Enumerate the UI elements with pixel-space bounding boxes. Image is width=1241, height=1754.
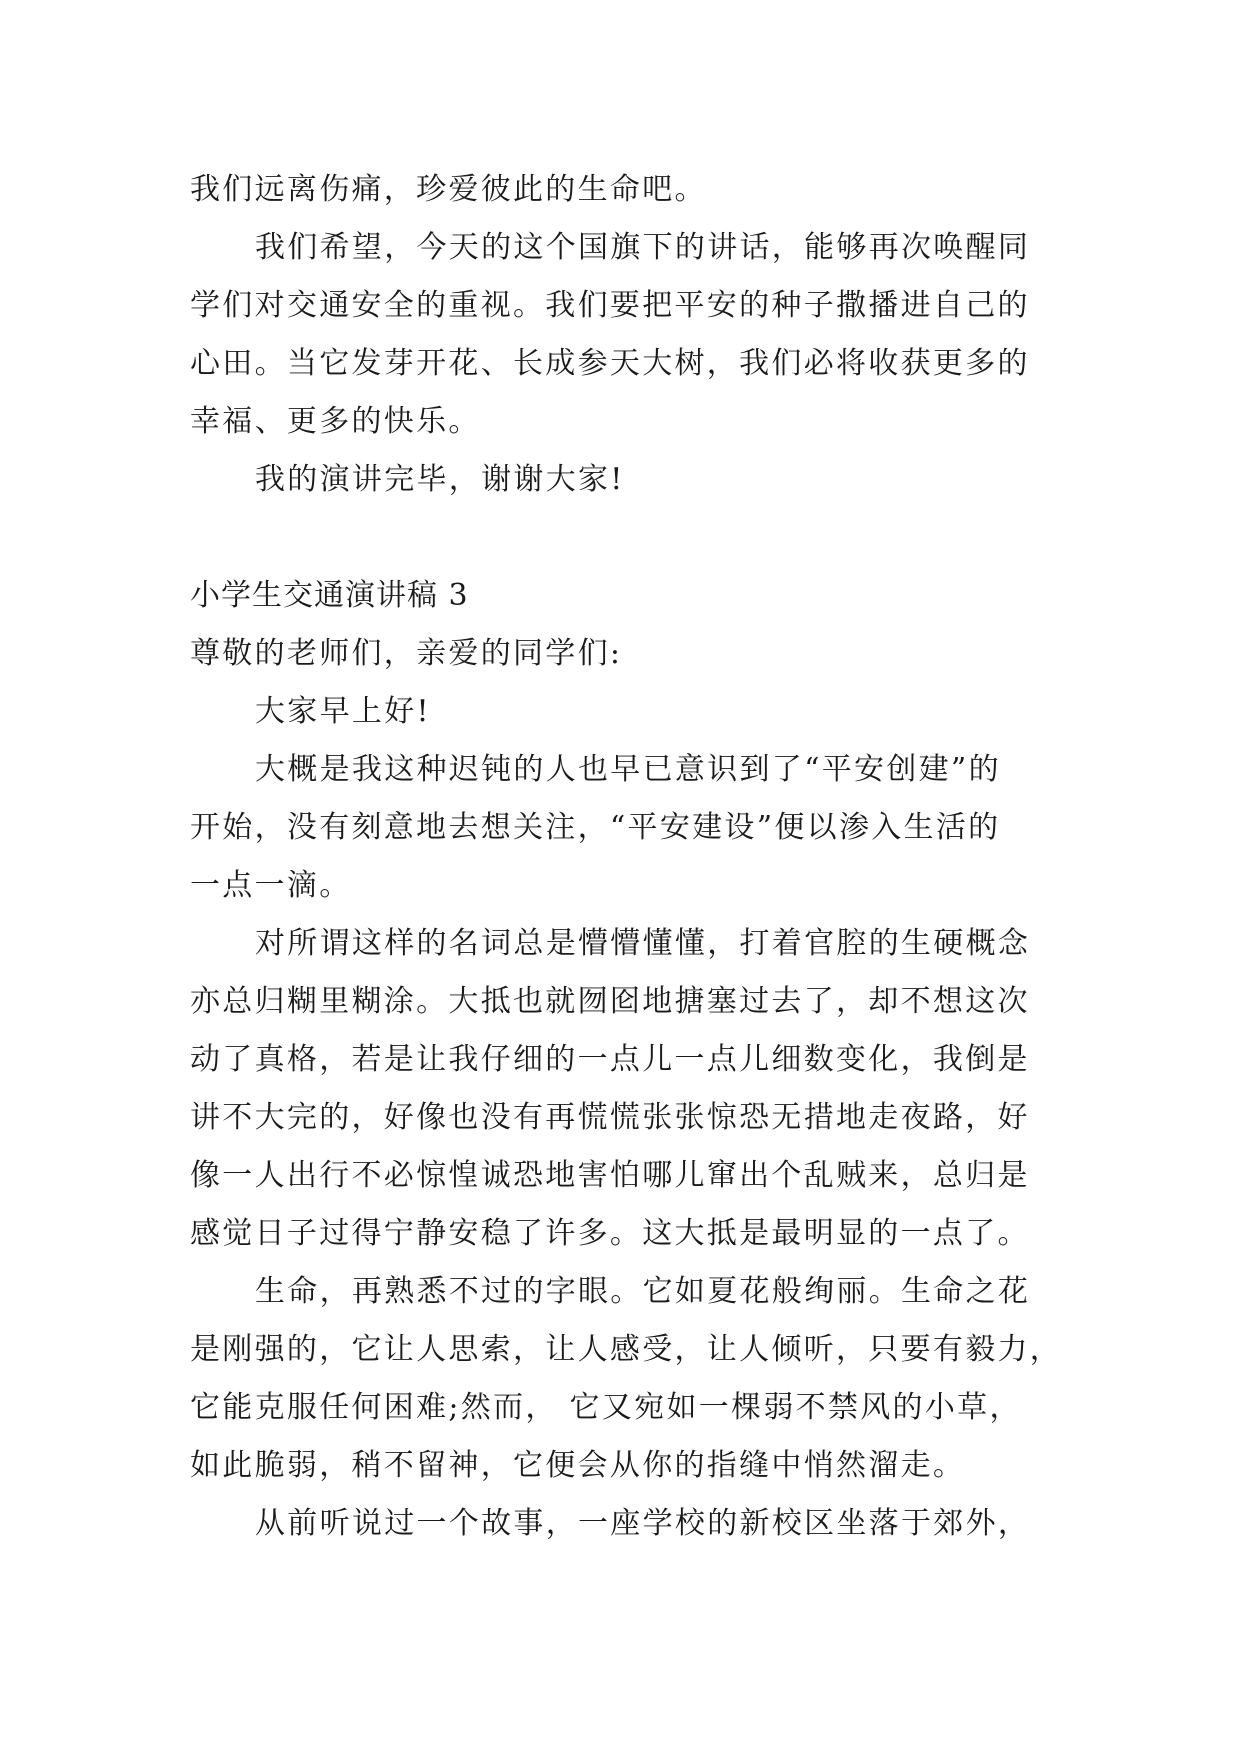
text-line: 心田。当它发芽开花、长成参天大树，我们必将收获更多的 <box>190 346 1030 381</box>
text-line: 它能克服任何困难;然而， 它又宛如一棵弱不禁风的小草， <box>190 1390 1022 1425</box>
text-line: 一点一滴。 <box>190 868 352 903</box>
closing-line: 我的演讲完毕，谢谢大家! <box>255 462 625 497</box>
greeting-line: 大家早上好! <box>255 694 431 729</box>
text-line: 幸福、更多的快乐。 <box>190 404 481 439</box>
text-line: 学们对交通安全的重视。我们要把平安的种子撒播进自己的 <box>190 288 1030 323</box>
text-line: 如此脆弱，稍不留神，它便会从你的指缝中悄然溜走。 <box>190 1448 966 1483</box>
paragraph-start-line: 大概是我这种迟钝的人也早已意识到了“平安创建”的 <box>255 752 1001 787</box>
text-line: 亦总归糊里糊涂。大抵也就囫囵地搪塞过去了，却不想这次 <box>190 984 1030 1019</box>
text-line: 讲不大完的，好像也没有再慌慌张张惊恐无措地走夜路，好 <box>190 1100 1030 1135</box>
salutation-line: 尊敬的老师们，亲爱的同学们: <box>190 636 623 671</box>
text-line: 动了真格，若是让我仔细的一点儿一点儿细数变化，我倒是 <box>190 1042 1030 1077</box>
text-line: 我们远离伤痛，珍爱彼此的生命吧。 <box>190 172 707 207</box>
paragraph-start-line: 对所谓这样的名词总是懵懵懂懂，打着官腔的生硬概念 <box>255 926 1031 961</box>
text-line: 感觉日子过得宁静安稳了许多。这大抵是最明显的一点了。 <box>190 1216 1030 1251</box>
text-line: 开始，没有刻意地去想关注，“平安建设”便以渗入生活的 <box>190 810 1001 845</box>
section-heading: 小学生交通演讲稿 3 <box>190 578 469 613</box>
paragraph-start-line: 生命，再熟悉不过的字眼。它如夏花般绚丽。生命之花 <box>255 1274 1031 1309</box>
text-line: 是刚强的，它让人思索，让人感受，让人倾听，只要有毅力， <box>190 1332 1063 1367</box>
paragraph-start-line: 从前听说过一个故事，一座学校的新校区坐落于郊外， <box>255 1506 1031 1541</box>
paragraph-start-line: 我们希望，今天的这个国旗下的讲话，能够再次唤醒同 <box>255 230 1031 265</box>
text-line: 像一人出行不必惊惶诚恐地害怕哪儿窜出个乱贼来，总归是 <box>190 1158 1030 1193</box>
